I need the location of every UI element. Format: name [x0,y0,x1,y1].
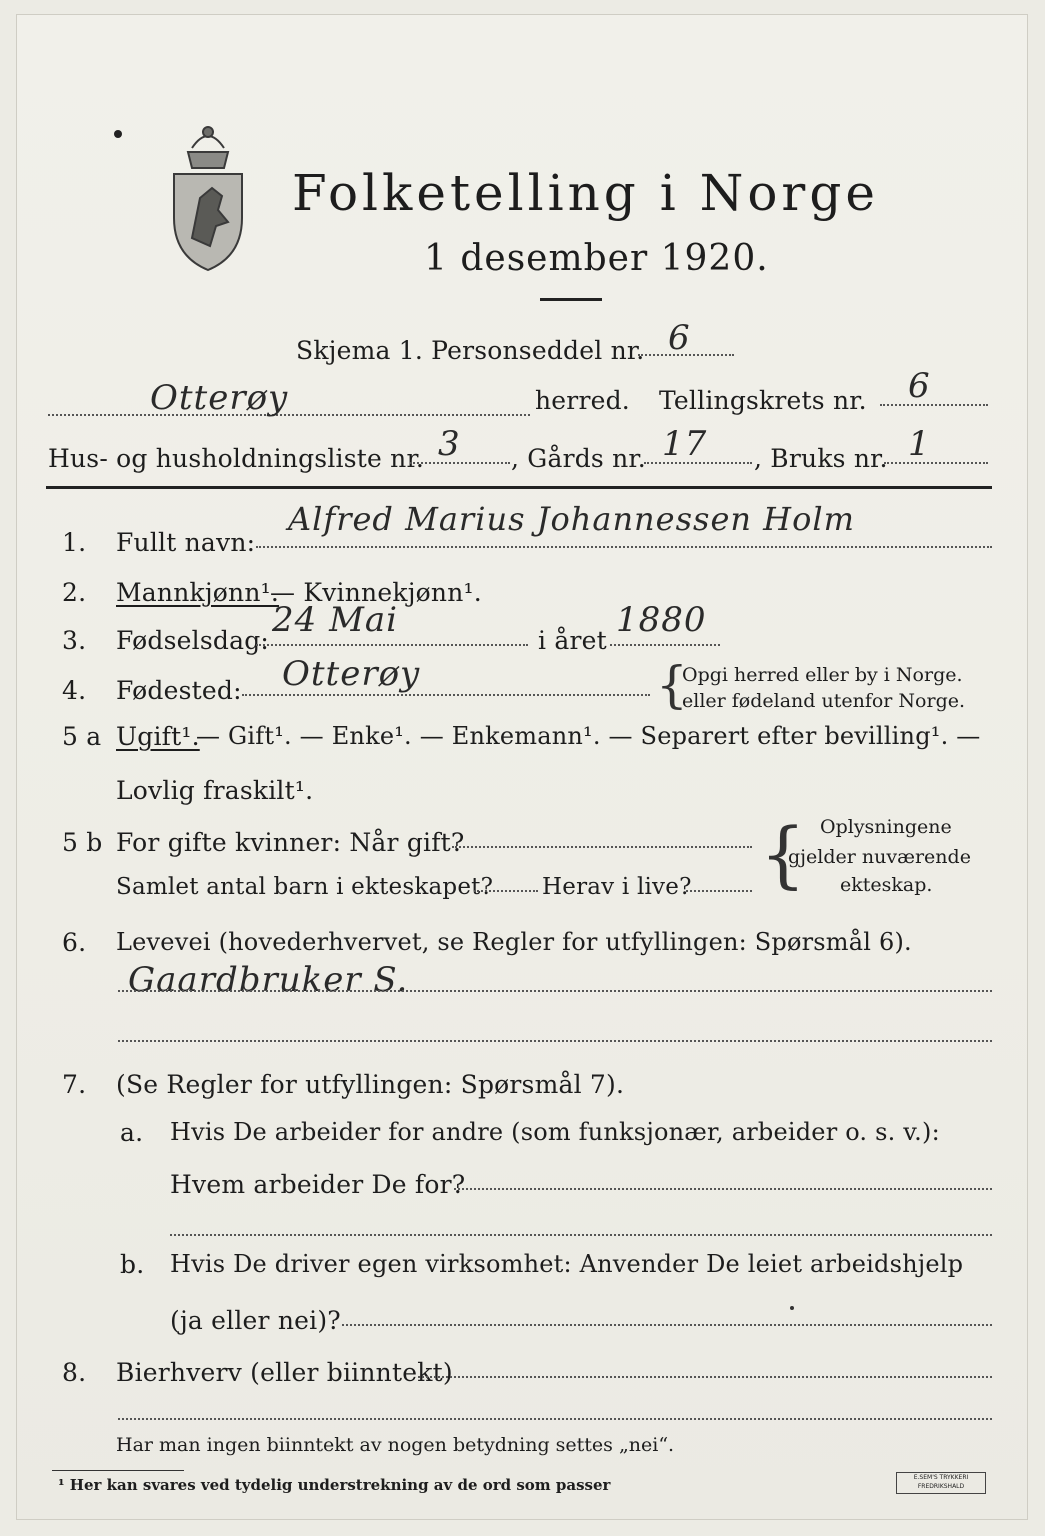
dotted-line [118,990,992,992]
marital-ugift-option[interactable]: Ugift¹. [116,722,200,751]
q6-label: Levevei (hovederhvervet, se Regler for utfyllingen: Spørsmål 6). [116,928,912,956]
q4-note-line2: eller fødeland utenfor Norge. [682,690,966,712]
q3-year-label: i året [538,626,607,655]
marital-fraskilt-option[interactable]: Lovlig fraskilt¹. [116,776,314,805]
tellingskrets-label: Tellingskrets nr. [659,386,867,415]
herred-label: herred. [535,386,630,415]
gards-value[interactable]: 17 [662,424,708,464]
q6-number: 6. [62,928,87,957]
ink-dot [790,1306,794,1310]
footnote-text: ¹ Her kan svares ved tydelig understrekning av de ord som passer [58,1476,611,1494]
hus-label: Hus- og husholdningsliste nr. [48,444,425,473]
personseddel-value[interactable]: 6 [668,318,691,358]
q5a-number: 5 a [62,722,102,751]
bruks-label: , Bruks nr. [754,444,888,473]
q1-number: 1. [62,528,87,557]
dotted-line [454,1188,992,1190]
title-divider [540,298,602,301]
q5b-children-label: Samlet antal barn i ekteskapet? [116,874,494,900]
dotted-line [118,1418,992,1420]
ink-dot [114,130,122,138]
marital-other-options[interactable]: — Gift¹. — Enke¹. — Enkemann¹. — Separert efter bevilling¹. — [196,722,981,750]
brace-icon: { [656,656,688,714]
birthplace-value[interactable]: Otterøy [282,654,421,694]
q4-note-line1: Opgi herred eller by i Norge. [682,664,963,686]
q7a-letter: a. [120,1118,144,1147]
dotted-line [686,890,752,892]
q8-label: Bierhverv (eller biinntekt) [116,1358,453,1387]
dotted-line [884,462,988,464]
q7b-line1: Hvis De driver egen virksomhet: Anvender De leiet arbeidshjelp [170,1250,964,1278]
q7-label: (Se Regler for utfyllingen: Spørsmål 7). [116,1070,625,1099]
dotted-line [256,644,528,646]
footnote-rule [52,1470,184,1471]
dotted-line [170,1234,992,1236]
dotted-line [118,1040,992,1042]
form-title: Folketelling i Norge [292,164,879,222]
dotted-line [452,846,752,848]
q4-label: Fødested: [116,676,242,705]
q3-number: 3. [62,626,87,655]
dotted-line [610,644,720,646]
herred-value[interactable]: Otterøy [150,378,289,418]
q7a-line2: Hvem arbeider De for? [170,1170,466,1199]
q1-label: Fullt navn: [116,528,256,557]
form-date: 1 desember 1920. [424,238,769,279]
dotted-line [342,1324,992,1326]
occupation-value[interactable]: Gaardbruker S. [128,960,409,1000]
q2-number: 2. [62,578,87,607]
q3-label: Fødselsdag: [116,626,270,655]
q5b-label: For gifte kvinner: Når gift? [116,828,465,857]
dotted-line [256,546,992,548]
tellingskrets-value[interactable]: 6 [908,366,931,406]
q7b-line2: (ja eller nei)? [170,1306,341,1335]
printer-stamp: E.SEM'S TRYKKERI FREDRIKSHALD [896,1472,986,1494]
dotted-line [880,404,988,406]
q5b-alive-label: Herav i live? [542,874,692,900]
bruks-value[interactable]: 1 [908,424,931,464]
birth-year-value[interactable]: 1880 [616,600,707,640]
birthday-value[interactable]: 24 Mai [272,600,399,640]
footer-note: Har man ingen biinntekt av nogen betydning settes „nei“. [116,1434,675,1456]
q5b-note-line1: Oplysningene [820,816,952,838]
q7b-letter: b. [120,1250,145,1279]
q5b-note-line2: gjelder nuværende [788,846,971,868]
schema-label: Skjema 1. Personseddel nr. [296,336,645,365]
q7a-line1: Hvis De arbeider for andre (som funksjonær, arbeider o. s. v.): [170,1118,940,1146]
dotted-line [418,1376,992,1378]
gender-female-option[interactable]: — Kvinnekjønn¹. [270,578,482,607]
gards-label: , Gårds nr. [511,444,646,473]
q4-number: 4. [62,676,87,705]
q5b-note-line3: ekteskap. [840,874,933,896]
gender-male-option[interactable]: Mannkjønn¹. [116,578,280,607]
q5b-number: 5 b [62,828,103,857]
brace-icon: { [760,812,806,896]
full-name-value[interactable]: Alfred Marius Johannessen Holm [288,500,855,538]
dotted-line [474,890,538,892]
q7-number: 7. [62,1070,87,1099]
norway-coat-of-arms-icon [162,118,254,278]
header-divider [46,486,992,489]
dotted-line [48,414,530,416]
dotted-line [242,694,650,696]
hus-value[interactable]: 3 [438,424,461,464]
q8-number: 8. [62,1358,87,1387]
